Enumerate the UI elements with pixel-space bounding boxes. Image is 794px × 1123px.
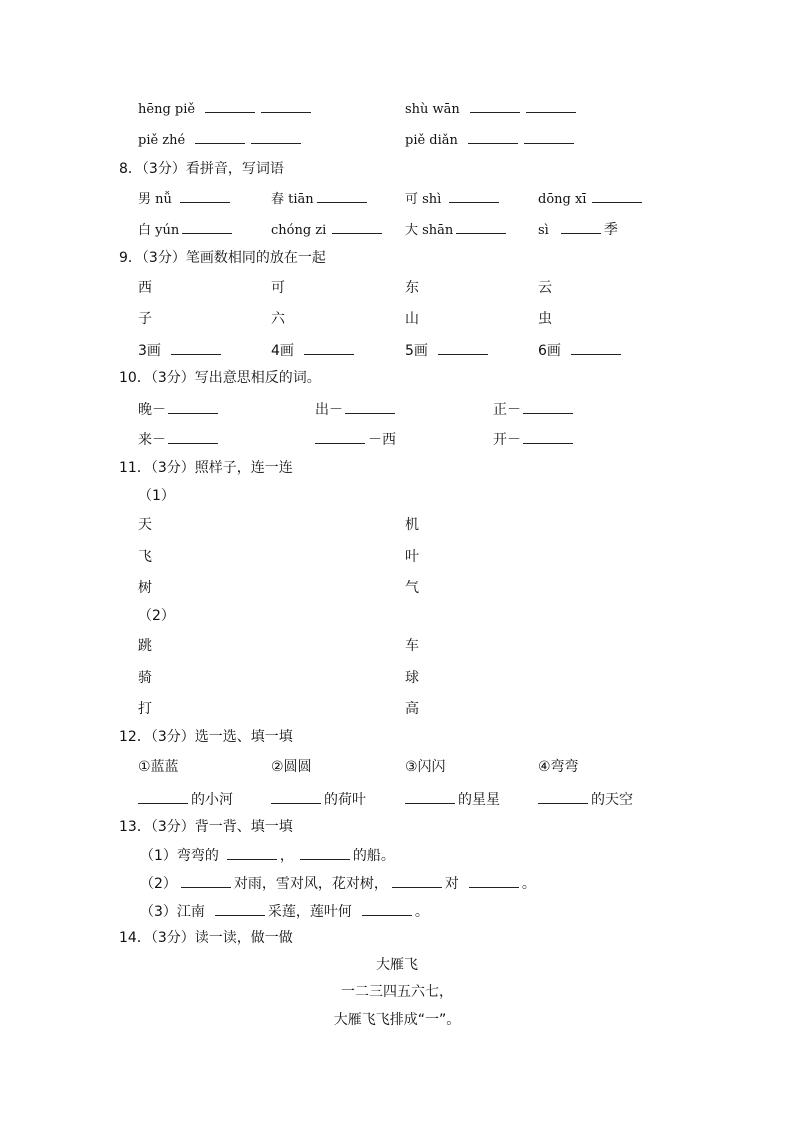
q12-blank-item: 的天空 (538, 791, 633, 808)
q10-item: 来－ (138, 431, 221, 448)
answer-blank[interactable] (392, 875, 442, 888)
answer-blank[interactable] (438, 342, 488, 355)
q11-part-label: （1） (138, 488, 175, 504)
q9-stroke-count: 4画 (271, 342, 357, 359)
q9-char: 虫 (538, 311, 552, 327)
q9-stroke-count: 6画 (538, 342, 624, 359)
q10-item: 正－ (493, 401, 576, 418)
q11-part-label: （2） (138, 608, 175, 624)
q11-left-char[interactable]: 树 (138, 580, 152, 596)
answer-blank[interactable] (405, 791, 455, 804)
answer-blank[interactable] (571, 342, 621, 355)
answer-blank[interactable] (304, 342, 354, 355)
q8-item: 春 tiān (271, 190, 370, 208)
q11-right-char[interactable]: 气 (405, 580, 419, 596)
q11-left-char[interactable]: 飞 (138, 549, 152, 565)
question-10-title: 10．（3分）写出意思相反的词。 (119, 370, 321, 386)
answer-blank[interactable] (138, 791, 188, 804)
answer-blank[interactable] (538, 791, 588, 804)
answer-blank[interactable] (300, 847, 350, 860)
q9-stroke-count: 3画 (138, 342, 224, 359)
answer-blank[interactable] (168, 431, 218, 444)
q12-option: ③闪闪 (405, 759, 446, 775)
q11-right-char[interactable]: 车 (405, 638, 419, 654)
question-14-title: 14．（3分）读一读，做一做 (119, 930, 293, 946)
question-12-title: 12．（3分）选一选、填一填 (119, 729, 293, 745)
q12-blank-item: 的小河 (138, 791, 233, 808)
q12-option: ①蓝蓝 (138, 759, 179, 775)
q11-left-char[interactable]: 骑 (138, 670, 152, 686)
q11-left-char[interactable]: 跳 (138, 638, 152, 654)
poem-line-2: 大雁飞飞排成“一”。 (333, 1012, 461, 1028)
q9-char: 可 (271, 280, 285, 296)
q8-item: 男 nǚ (138, 190, 233, 208)
q8-item: 白 yún (138, 221, 235, 239)
answer-blank[interactable] (468, 131, 518, 144)
q10-item: 出－ (315, 401, 398, 418)
answer-blank[interactable] (592, 190, 642, 203)
q11-right-char[interactable]: 叶 (405, 549, 419, 565)
answer-blank[interactable] (251, 131, 301, 144)
answer-blank[interactable] (271, 791, 321, 804)
q8-item: 大 shān (405, 221, 509, 239)
q8-item: 可 shì (405, 190, 502, 208)
answer-blank[interactable] (469, 875, 519, 888)
answer-blank[interactable] (470, 100, 520, 113)
answer-blank[interactable] (180, 190, 230, 203)
answer-blank[interactable] (561, 221, 601, 234)
q12-blank-item: 的星星 (405, 791, 500, 808)
q8-item: sì 季 (538, 222, 618, 238)
answer-blank[interactable] (524, 131, 574, 144)
answer-blank[interactable] (168, 401, 218, 414)
question-9-title: 9．（3分）笔画数相同的放在一起 (119, 250, 326, 266)
q11-right-char[interactable]: 高 (405, 701, 419, 717)
q11-left-char[interactable]: 打 (138, 701, 152, 717)
q10-item: 开－ (493, 431, 576, 448)
q11-right-char[interactable]: 球 (405, 670, 419, 686)
answer-blank[interactable] (449, 190, 499, 203)
stroke-name-2: shù wān (405, 100, 579, 118)
q11-right-char[interactable]: 机 (405, 517, 419, 533)
answer-blank[interactable] (205, 100, 255, 113)
q9-stroke-count: 5画 (405, 342, 491, 359)
q10-item: 晚－ (138, 401, 221, 418)
answer-blank[interactable] (182, 221, 232, 234)
poem-title: 大雁飞 (376, 957, 418, 973)
answer-blank[interactable] (345, 401, 395, 414)
q8-item: dōng xī (538, 190, 645, 208)
answer-blank[interactable] (261, 100, 311, 113)
stroke-name-3: piě zhé (138, 131, 304, 149)
q9-char: 子 (138, 311, 152, 327)
q11-left-char[interactable]: 天 (138, 517, 152, 533)
q13-line-1: （1）弯弯的 ， 的船。 (140, 848, 395, 864)
answer-blank[interactable] (332, 221, 382, 234)
poem-line-1: 一二三四五六七， (341, 984, 453, 1000)
q12-option: ②圆圆 (271, 759, 312, 775)
answer-blank[interactable] (317, 190, 367, 203)
question-11-title: 11．（3分）照样子，连一连 (119, 460, 293, 476)
stroke-name-4: piě diǎn (405, 131, 577, 149)
answer-blank[interactable] (523, 431, 573, 444)
answer-blank[interactable] (523, 401, 573, 414)
q10-item: －西 (315, 431, 396, 448)
answer-blank[interactable] (171, 342, 221, 355)
answer-blank[interactable] (227, 847, 277, 860)
q9-char: 东 (405, 280, 419, 296)
q9-char: 云 (538, 280, 552, 296)
q9-char: 山 (405, 311, 419, 327)
question-13-title: 13．（3分）背一背、填一填 (119, 819, 293, 835)
q8-item: chóng zi (271, 221, 385, 239)
q9-char: 西 (138, 280, 152, 296)
answer-blank[interactable] (195, 131, 245, 144)
question-8-title: 8．（3分）看拼音，写词语 (119, 161, 284, 177)
q12-option: ④弯弯 (538, 759, 579, 775)
q9-char: 六 (271, 311, 285, 327)
answer-blank[interactable] (215, 903, 265, 916)
answer-blank[interactable] (181, 875, 231, 888)
q13-line-2: （2） 对雨，雪对风，花对树， 对 。 (140, 876, 536, 892)
q13-line-3: （3）江南 采莲，莲叶何 。 (140, 904, 429, 920)
answer-blank[interactable] (362, 903, 412, 916)
q12-blank-item: 的荷叶 (271, 791, 366, 808)
stroke-name-1: hēng piě (138, 100, 314, 118)
answer-blank[interactable] (315, 431, 365, 444)
answer-blank[interactable] (526, 100, 576, 113)
answer-blank[interactable] (456, 221, 506, 234)
